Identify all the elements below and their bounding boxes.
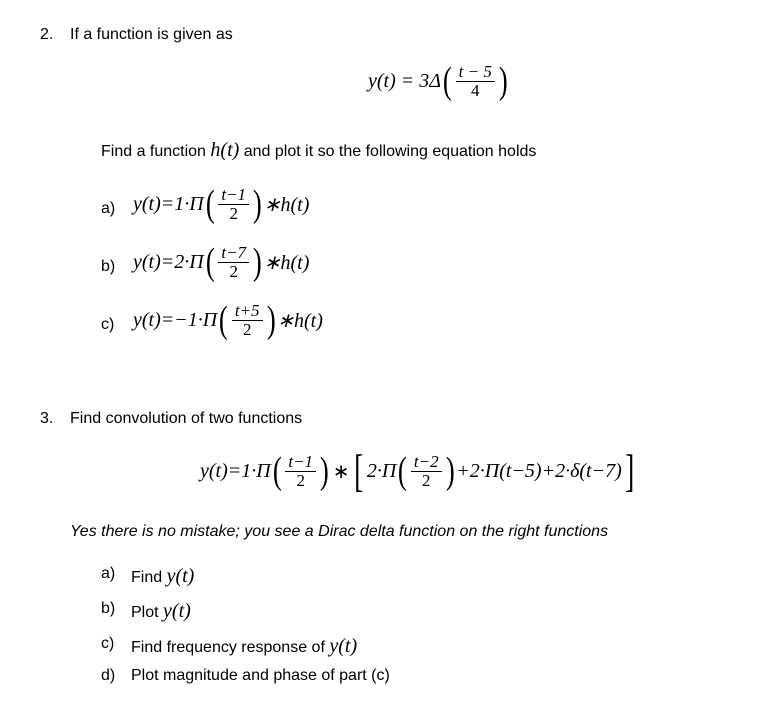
part-b-denominator: 2 [229, 261, 238, 281]
equation-main-lhs: y(t) = 3Δ [368, 69, 441, 92]
part-b-rhs: ∗h(t) [263, 251, 310, 274]
part-a-label: a) [101, 200, 116, 217]
part-b-equation: y(t)=2·Π ( $\frac{t-7}{2}$ ) ∗h(t) [133, 241, 310, 283]
find-function-line [101, 139, 536, 162]
part-a-lhs: y(t)=1·Π [133, 192, 204, 215]
conv-numerator-2: t−2 [411, 453, 442, 472]
conv-denominator-2: 2 [422, 470, 431, 490]
part-c-label: c) [101, 316, 115, 333]
q3-part-d-label: d) [101, 667, 116, 684]
find-text: Find a function [101, 143, 206, 160]
equation-main-numerator: t − 5 [456, 63, 495, 82]
conv-term-2: 2·Π [366, 459, 397, 482]
equation-main-denominator: 4 [471, 80, 480, 100]
convolution-equation: y(t)=1·Π ( $\frac{t-1}{2}$ ) ∗ [ 2·Π ( $\frac{t-2}{2}$ ) +2·Π(t−5)+2·δ(t−7) ] [200, 445, 635, 496]
question-3-number: 3. [40, 410, 54, 427]
part-b-label: b) [101, 258, 116, 275]
part-b-lhs: y(t)=2·Π [133, 250, 204, 273]
dirac-note: Yes there is no mistake; you see a Dirac delta function on the right functions [70, 523, 609, 540]
part-a-numerator: t−1 [218, 186, 249, 205]
q3-part-a-label: a) [101, 565, 116, 582]
q3-part-c [131, 635, 357, 658]
q3-part-b-text: Plot [131, 604, 159, 621]
q3-part-c-text: Find frequency response of [131, 639, 325, 656]
part-c-rhs: ∗h(t) [277, 309, 323, 332]
part-b-numerator: t−7 [218, 244, 249, 263]
q3-part-d-text: Plot magnitude and phase of part (c) [131, 667, 390, 684]
question-2-intro: If a function is given as [70, 26, 233, 43]
part-a-equation: y(t)=1·Π ( $\frac{t-1}{2}$ ) ∗h(t) [133, 183, 310, 225]
conv-numerator-1: t−1 [285, 453, 316, 472]
part-a-rhs: ∗h(t) [263, 193, 310, 216]
part-a-denominator: 2 [229, 203, 238, 223]
find-rest-text: and plot it so the following equation holds [243, 143, 537, 160]
conv-lhs: y(t)=1·Π [200, 459, 271, 482]
q3-part-c-math: y(t) [329, 635, 358, 657]
part-c-denominator: 2 [242, 319, 252, 339]
conv-star: ∗ [332, 460, 350, 483]
q3-part-a-text: Find [131, 569, 163, 586]
part-c-lhs: y(t)=−1·Π [133, 308, 218, 331]
question-3-intro: Find convolution of two functions [70, 410, 303, 427]
q3-part-b [131, 600, 191, 623]
q3-part-a [131, 565, 194, 588]
q3-part-a-math: y(t) [166, 565, 195, 587]
q3-part-b-math: y(t) [163, 600, 191, 622]
conv-tail: +2·Π(t−5)+2·δ(t−7) [456, 459, 622, 482]
q3-part-b-label: b) [101, 600, 116, 617]
conv-denominator-1: 2 [296, 470, 305, 490]
find-function-math: h(t) [210, 139, 240, 161]
question-2-number: 2. [40, 26, 54, 43]
part-c-numerator: t+5 [232, 302, 263, 321]
equation-main: y(t) = 3Δ ( $\frac{t - 5}{4}$ ) [368, 60, 508, 102]
part-c-equation: y(t)=−1·Π ( $\frac{t+5}{2}$ ) ∗h(t) [133, 299, 323, 341]
q3-part-c-label: c) [101, 635, 115, 652]
